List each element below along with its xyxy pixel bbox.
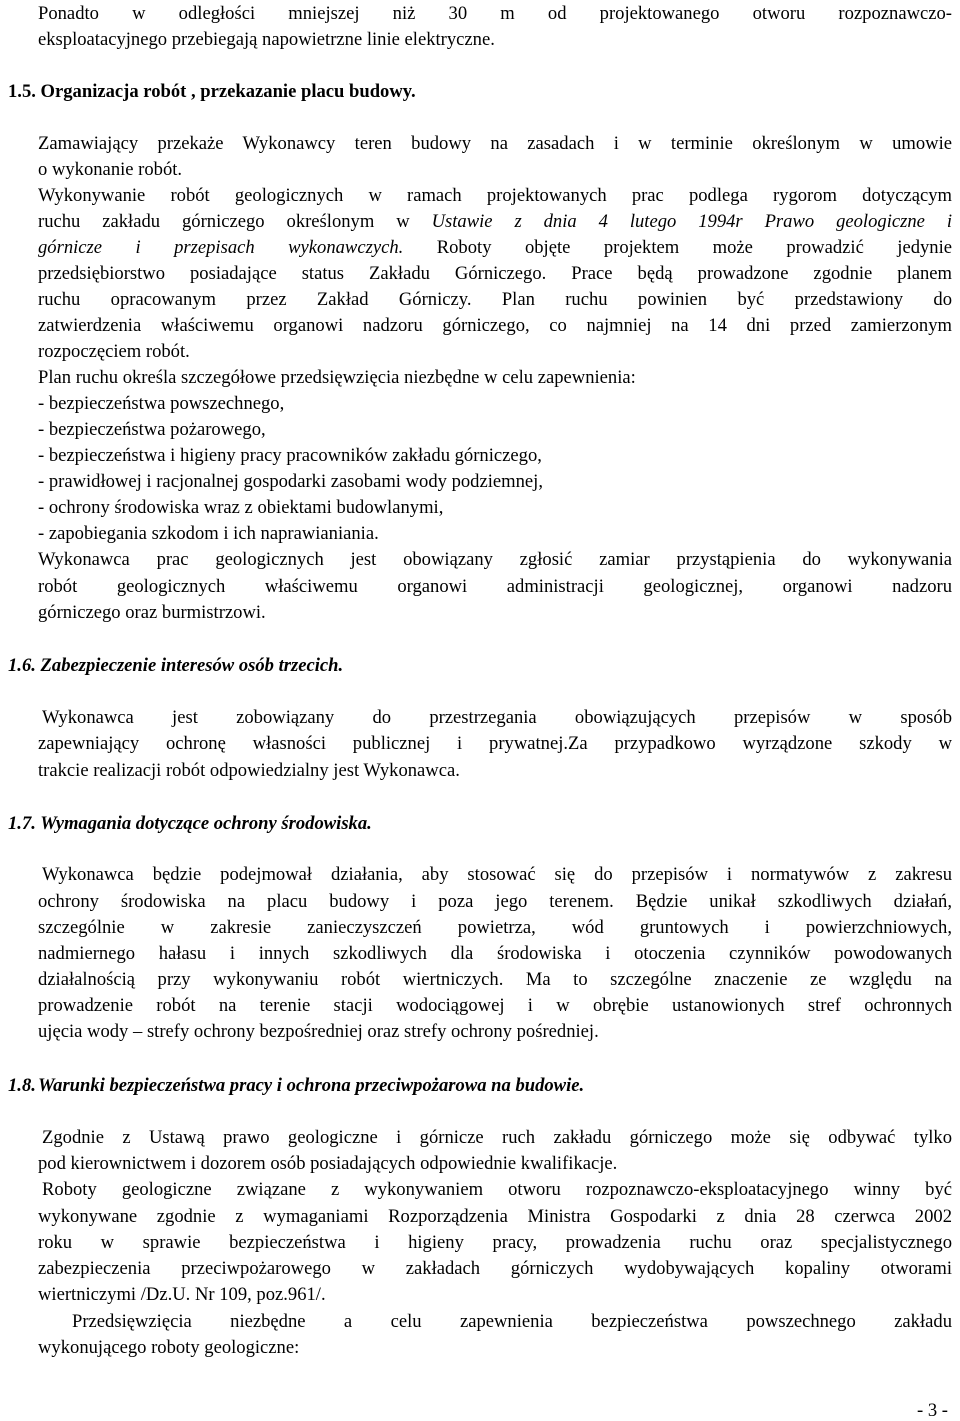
paragraph-line: nadmiernego hałasu i innych szkodliwych dla środowiska i otoczenia czynników powodowanych bbox=[38, 943, 952, 964]
paragraph-line: Wykonawca będzie podejmował działania, aby stosować się do przepisów i normatywów z zakresu bbox=[42, 864, 952, 885]
paragraph-line: Roboty geologiczne związane z wykonywaniem otworu rozpoznawczo-eksploatacyjnego winny być bbox=[42, 1179, 952, 1200]
paragraph-line: Zgodnie z Ustawą prawo geologiczne i górnicze ruch zakładu górniczego może się odbywać tylko bbox=[42, 1127, 952, 1148]
text-run: ruchu zakładu górniczego określonym w bbox=[38, 211, 432, 232]
list-item: - zapobiegania szkodom i ich naprawianiania. bbox=[38, 523, 379, 544]
paragraph-line: zapewniający ochronę własności publicznej i prywatnej.Za przypadkowo wyrządzone szkody w bbox=[38, 733, 952, 754]
paragraph-line: rozpoczęciem robót. bbox=[38, 341, 190, 362]
paragraph-line: Zamawiający przekaże Wykonawcy teren budowy na zasadach i w terminie określonym w umowie bbox=[38, 133, 952, 154]
paragraph-line: wykonującego roboty geologiczne: bbox=[38, 1337, 300, 1358]
paragraph-line: górniczego oraz burmistrzowi. bbox=[38, 602, 266, 623]
paragraph-line: o wykonanie robót. bbox=[38, 159, 183, 180]
paragraph-line bbox=[38, 213, 952, 232]
paragraph-line: trakcie realizacji robót odpowiedzialny jest Wykonawca. bbox=[38, 760, 460, 781]
paragraph-line: szczególnie w zakresie zanieczyszczeń powietrza, wód gruntowych i powierzchniowych, bbox=[38, 917, 952, 938]
paragraph-line bbox=[38, 239, 952, 258]
section-heading: 1.5. Organizacja robót , przekazanie placu budowy. bbox=[8, 81, 416, 102]
paragraph-line: pod kierownictwem i dozorem osób posiadających odpowiednie kwalifikacje. bbox=[38, 1153, 618, 1174]
paragraph-line: wiertniczymi /Dz.U. Nr 109, poz.961/. bbox=[38, 1284, 326, 1305]
law-reference: górnicze i przepisach wykonawczych. bbox=[38, 237, 404, 258]
paragraph-line: ujęcia wody – strefy ochrony bezpośredniej oraz strefy ochrony pośredniej. bbox=[38, 1021, 599, 1042]
paragraph-line: robót geologicznych właściwemu organowi administracji geologicznej, organowi nadzoru bbox=[38, 576, 952, 597]
section-number: 1.8. bbox=[8, 1075, 36, 1096]
paragraph-line: ruchu opracowanym przez Zakład Górniczy. Plan ruchu powinien być przedstawiony do bbox=[38, 289, 952, 310]
paragraph-line: działalnością przy wykonywaniu robót wiertniczych. Ma to szczególne znaczenie ze względu na bbox=[38, 969, 952, 990]
section-heading: 1.6. Zabezpieczenie interesów osób trzecich. bbox=[8, 655, 344, 676]
list-item: - bezpieczeństwa i higieny pracy pracowników zakładu górniczego, bbox=[38, 445, 542, 466]
page-number: - 3 - bbox=[917, 1400, 948, 1421]
list-item: - bezpieczeństwa powszechnego, bbox=[38, 393, 285, 414]
text-run: Roboty objęte projektem może prowadzić jedynie bbox=[403, 237, 953, 258]
section-heading: 1.7. Wymagania dotyczące ochrony środowiska. bbox=[8, 813, 372, 834]
law-reference: Ustawie z dnia 4 lutego 1994r Prawo geologiczne i bbox=[431, 211, 952, 232]
paragraph-line: eksploatacyjnego przebiegają napowietrzne linie elektryczne. bbox=[38, 29, 495, 50]
paragraph-line: prowadzenie robót na terenie stacji wodociągowej i w obrębie ustanowionych stref ochronnych bbox=[38, 995, 952, 1016]
paragraph-line: zatwierdzenia właściwemu organowi nadzoru górniczego, co najmniej na 14 dni przed zamierzonym bbox=[38, 315, 952, 336]
paragraph-line: ochrony środowiska na placu budowy i poza jego terenem. Będzie unikał szkodliwych działań, bbox=[38, 891, 952, 912]
list-item: - bezpieczeństwa pożarowego, bbox=[38, 419, 266, 440]
paragraph-line: Wykonawca jest zobowiązany do przestrzegania obowiązujących przepisów w sposób bbox=[42, 707, 952, 728]
list-item: - prawidłowej i racjonalnej gospodarki zasobami wody podziemnej, bbox=[38, 471, 543, 492]
paragraph-line: Przedsięwzięcia niezbędne a celu zapewnienia bezpieczeństwa powszechnego zakładu bbox=[72, 1311, 952, 1332]
section-heading: Warunki bezpieczeństwa pracy i ochrona przeciwpożarowa na budowie. bbox=[38, 1075, 585, 1096]
paragraph-line: Wykonywanie robót geologicznych w ramach projektowanych prac podlega rygorom dotyczącym bbox=[38, 185, 952, 206]
list-intro: Plan ruchu określa szczegółowe przedsięwzięcia niezbędne w celu zapewnienia: bbox=[38, 367, 636, 388]
paragraph-line: wykonywane zgodnie z wymaganiami Rozporządzenia Ministra Gospodarki z dnia 28 czerwca 2002 bbox=[38, 1206, 952, 1227]
paragraph-line: roku w sprawie bezpieczeństwa i higieny pracy, prowadzenia ruchu oraz specjalistycznego bbox=[38, 1232, 952, 1253]
paragraph-line: zabezpieczenia przeciwpożarowego w zakładach górniczych wydobywających kopaliny otworami bbox=[38, 1258, 952, 1279]
paragraph-line: Wykonawca prac geologicznych jest obowiązany zgłosić zamiar przystąpienia do wykonywania bbox=[38, 549, 952, 570]
list-item: - ochrony środowiska wraz z obiektami budowlanymi, bbox=[38, 497, 444, 518]
paragraph-line: Ponadto w odległości mniejszej niż 30 m od projektowanego otworu rozpoznawczo- bbox=[38, 3, 952, 24]
paragraph-line: przedsiębiorstwo posiadające status Zakładu Górniczego. Prace będą prowadzone zgodnie planem bbox=[38, 263, 952, 284]
